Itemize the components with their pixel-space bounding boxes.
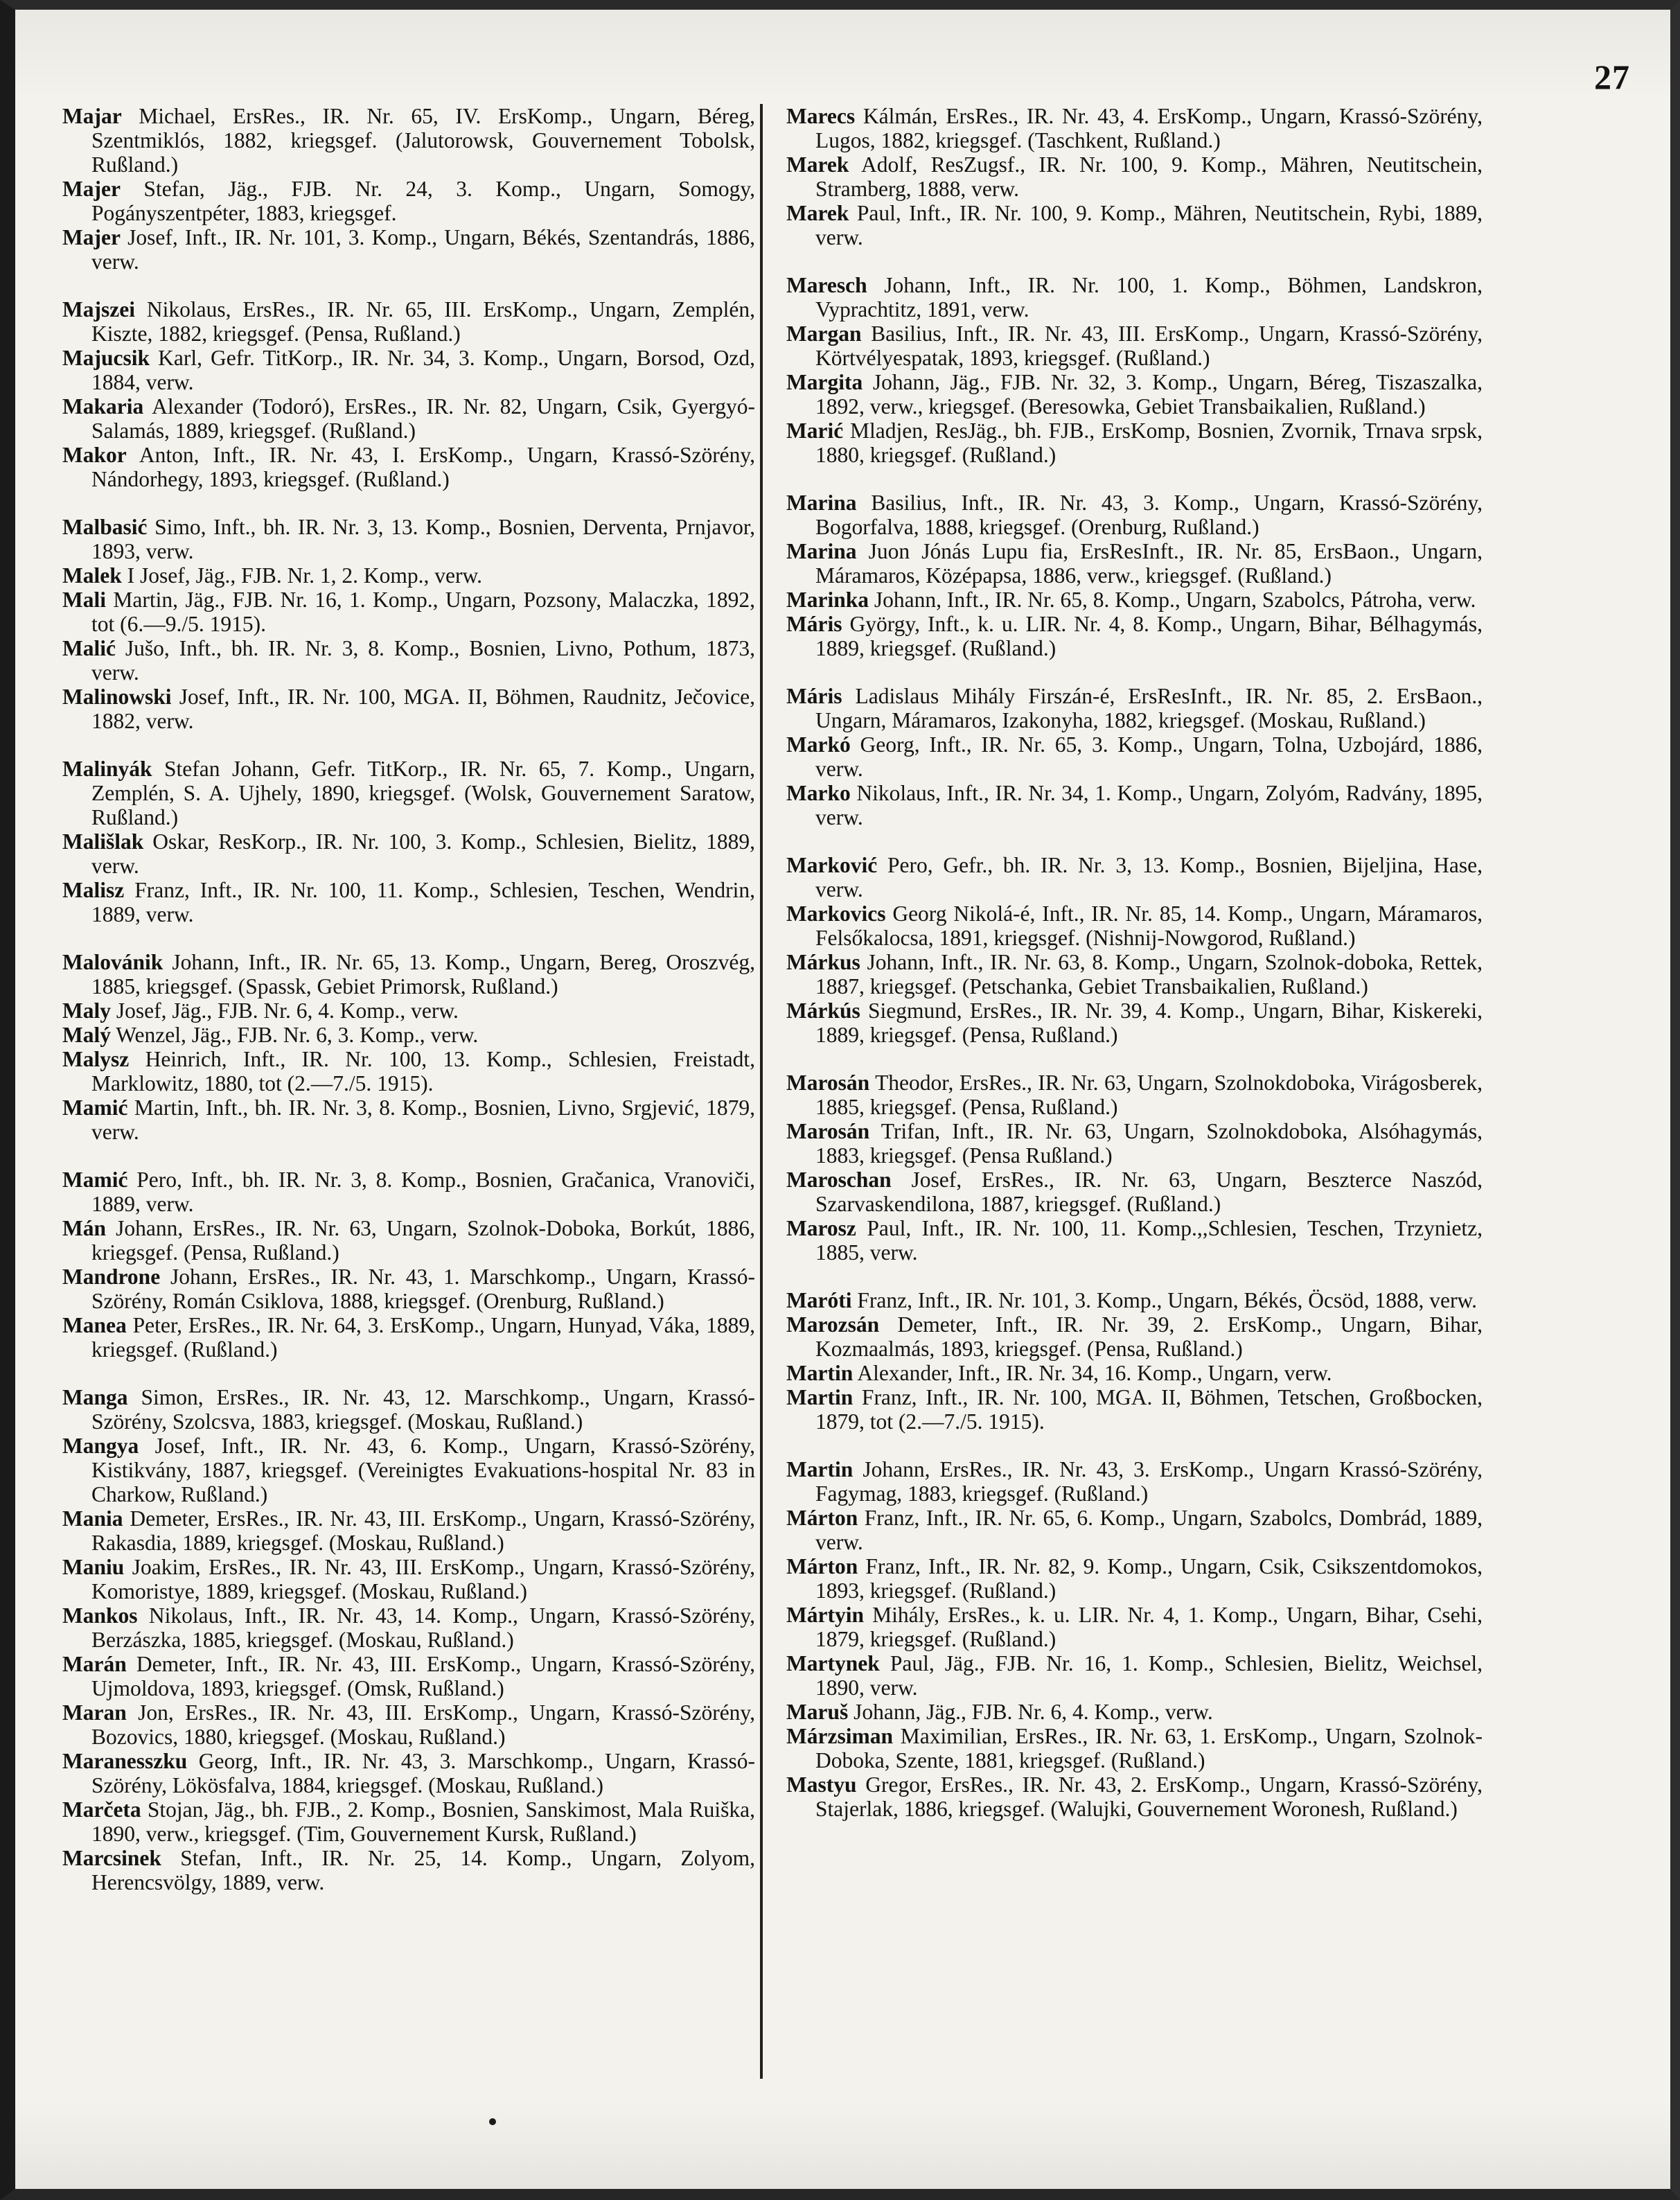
list-item bbox=[786, 1168, 1483, 1216]
list-item bbox=[62, 563, 755, 588]
entry-details: Georg Nikolá-é, Inft., IR. Nr. 85, 14. Komp., Ungarn, Máramaros, Felsőkalocsa, 1891, kriegsgef. (Nishnij-Nowgorod, Rußland.) bbox=[815, 901, 1483, 950]
list-item bbox=[786, 539, 1483, 588]
list-item bbox=[786, 950, 1483, 998]
entry-details: Nikolaus, Inft., IR. Nr. 43, 14. Komp., Ungarn, Krassó-Szörény, Berzászka, 1885, kriegsgef. (Moskau, Rußland.) bbox=[91, 1603, 756, 1652]
entry-details: Simon, ErsRes., IR. Nr. 43, 12. Marschkomp., Ungarn, Krassó-Szörény, Szolcsva, 1883, kriegsgef. (Moskau, Rußland.) bbox=[91, 1385, 755, 1434]
list-item bbox=[62, 998, 755, 1023]
entry-details: Adolf, ResZugsf., IR. Nr. 100, 9. Komp., Mähren, Neutitschein, Stramberg, 1888, verw. bbox=[815, 152, 1483, 201]
entry-details: Johann, Inft., IR. Nr. 100, 1. Komp., Böhmen, Landskron, Vyprachtitz, 1891, verw. bbox=[815, 273, 1483, 322]
list-item bbox=[62, 443, 755, 491]
entry-details: Stefan Johann, Gefr. TitKorp., IR. Nr. 65, 7. Komp., Ungarn, Zemplén, S. A. Ujhely, 1890, kriegsgef. (Wolsk, Gouvernement Saratow, Rußland.) bbox=[91, 757, 756, 829]
list-item bbox=[786, 152, 1483, 201]
entry-details: Peter, ErsRes., IR. Nr. 64, 3. ErsKomp., Ungarn, Hunyad, Váka, 1889, kriegsgef. (Rußland.) bbox=[91, 1313, 756, 1362]
list-item bbox=[62, 104, 755, 177]
entry-details: Martin, Jäg., FJB. Nr. 16, 1. Komp., Ungarn, Pozsony, Malaczka, 1892, tot (6.—9./5. 1915). bbox=[91, 588, 756, 636]
entry-surname: Marković bbox=[786, 853, 878, 877]
entry-details: Michael, ErsRes., IR. Nr. 65, IV. ErsKomp., Ungarn, Béreg, Szentmiklós, 1882, kriegsgef. (Jalutorowsk, Gouvernement Tobolsk, Rußland.) bbox=[91, 104, 756, 177]
entry-details: Jušo, Inft., bh. IR. Nr. 3, 8. Komp., Bosnien, Livno, Pothum, 1873, verw. bbox=[91, 636, 756, 685]
entry-surname: Marozsán bbox=[786, 1312, 880, 1337]
entry-surname: Marán bbox=[62, 1652, 127, 1676]
entry-surname: Márzsiman bbox=[786, 1724, 893, 1748]
list-item bbox=[786, 1724, 1483, 1772]
entry-details: Georg, Inft., IR. Nr. 43, 3. Marschkomp., Ungarn, Krassó-Szörény, Lökösfalva, 1884, kriegsgef. (Moskau, Rußland.) bbox=[91, 1749, 755, 1797]
list-item bbox=[62, 1168, 755, 1216]
entry-surname: Mangya bbox=[62, 1434, 139, 1458]
entry-details: Josef, ErsRes., IR. Nr. 63, Ungarn, Beszterce Naszód, Szarvaskendilona, 1887, kriegsgef. (Rußland.) bbox=[815, 1168, 1483, 1216]
list-item bbox=[786, 1119, 1483, 1168]
list-item bbox=[786, 1457, 1483, 1506]
list-item bbox=[62, 950, 755, 998]
list-item bbox=[786, 370, 1483, 419]
entry-details: Oskar, ResKorp., IR. Nr. 100, 3. Komp., Schlesien, Bielitz, 1889, verw. bbox=[91, 829, 755, 878]
entry-details: Stefan, Jäg., FJB. Nr. 24, 3. Komp., Ungarn, Somogy, Pogányszentpéter, 1883, kriegsgef. bbox=[91, 177, 756, 225]
list-item bbox=[786, 1506, 1483, 1554]
entry-surname: Mandrone bbox=[62, 1265, 161, 1289]
list-item bbox=[62, 1846, 755, 1894]
entry-details: Johann, Jäg., FJB. Nr. 6, 4. Komp., verw. bbox=[854, 1700, 1213, 1724]
entry-details: I Josef, Jäg., FJB. Nr. 1, 2. Komp., verw. bbox=[127, 563, 483, 588]
entry-details: Nikolaus, Inft., IR. Nr. 34, 1. Komp., Ungarn, Zolyóm, Radvány, 1895, verw. bbox=[815, 781, 1483, 829]
entry-surname: Martin bbox=[786, 1457, 854, 1481]
entry-surname: Máris bbox=[786, 684, 842, 708]
entry-surname: Maruš bbox=[786, 1700, 849, 1724]
entry-details: Anton, Inft., IR. Nr. 43, I. ErsKomp., Ungarn, Krassó-Szörény, Nándorhegy, 1893, kriegsgef. (Rußland.) bbox=[91, 443, 755, 491]
entry-details: Mihály, ErsRes., k. u. LIR. Nr. 4, 1. Komp., Ungarn, Bihar, Csehi, 1879, kriegsgef. (Rußland.) bbox=[815, 1603, 1483, 1651]
entry-surname: Marek bbox=[786, 201, 849, 225]
list-item bbox=[62, 1700, 755, 1749]
entry-surname: Marosz bbox=[786, 1216, 856, 1240]
entry-surname: Marek bbox=[786, 152, 849, 177]
entry-surname: Majar bbox=[62, 104, 122, 128]
entry-details: Jon, ErsRes., IR. Nr. 43, III. ErsKomp., Ungarn, Krassó-Szörény, Bozovics, 1880, kriegsgef. (Moskau, Rußland.) bbox=[91, 1700, 756, 1749]
list-item bbox=[62, 1385, 755, 1434]
list-item bbox=[786, 781, 1483, 829]
entry-surname: Márkus bbox=[786, 950, 860, 974]
entry-surname: Markovics bbox=[786, 901, 886, 926]
entry-surname: Mankos bbox=[62, 1603, 138, 1628]
entry-details: Franz, Inft., IR. Nr. 82, 9. Komp., Ungarn, Csik, Csikszentdomokos, 1893, kriegsgef. (Rußland.) bbox=[815, 1554, 1483, 1603]
entry-surname: Majer bbox=[62, 225, 121, 249]
entry-details: Josef, Inft., IR. Nr. 101, 3. Komp., Ungarn, Békés, Szentandrás, 1886, verw. bbox=[91, 225, 755, 274]
entry-surname: Mali bbox=[62, 588, 106, 612]
entry-surname: Malić bbox=[62, 636, 116, 660]
entry-surname: Malinyák bbox=[62, 757, 152, 781]
list-item bbox=[62, 757, 755, 829]
left-column bbox=[62, 104, 755, 1894]
list-item bbox=[62, 636, 755, 685]
list-item bbox=[786, 853, 1483, 901]
entry-details: Franz, Inft., IR. Nr. 101, 3. Komp., Ungarn, Békés, Öcsöd, 1888, verw. bbox=[857, 1288, 1478, 1312]
entry-surname: Martin bbox=[786, 1385, 854, 1409]
list-item bbox=[786, 612, 1483, 660]
entry-details: Joakim, ErsRes., IR. Nr. 43, III. ErsKomp., Ungarn, Krassó-Szörény, Komoristye, 1889, kriegsgef. (Moskau, Rußland.) bbox=[91, 1555, 756, 1603]
entry-details: Pero, Gefr., bh. IR. Nr. 3, 13. Komp., Bosnien, Bijeljina, Hase, verw. bbox=[815, 853, 1483, 901]
right-column bbox=[786, 104, 1483, 1821]
list-item bbox=[62, 297, 755, 346]
entry-surname: Máris bbox=[786, 612, 842, 636]
entry-details: Basilius, Inft., IR. Nr. 43, 3. Komp., Ungarn, Krassó-Szörény, Bogorfalva, 1888, kriegsgef. (Orenburg, Rußland.) bbox=[815, 491, 1483, 539]
list-item bbox=[62, 225, 755, 274]
entry-surname: Mališlak bbox=[62, 829, 144, 854]
entry-surname: Makor bbox=[62, 443, 127, 467]
entry-details: Paul, Jäg., FJB. Nr. 16, 1. Komp., Schlesien, Bielitz, Weichsel, 1890, verw. bbox=[815, 1651, 1483, 1700]
entry-surname: Majucsik bbox=[62, 346, 150, 370]
entry-details: Josef, Inft., IR. Nr. 100, MGA. II, Böhmen, Raudnitz, Ječovice, 1882, verw. bbox=[91, 685, 756, 733]
entry-surname: Maróti bbox=[786, 1288, 852, 1312]
entry-surname: Margan bbox=[786, 322, 862, 346]
list-item bbox=[62, 1265, 755, 1313]
entry-details: Stojan, Jäg., bh. FJB., 2. Komp., Bosnien, Sanskimost, Mala Ruiška, 1890, verw., kriegsgef. (Tim, Gouvernement Kursk, Rußland.) bbox=[91, 1797, 756, 1846]
entry-surname: Marosán bbox=[786, 1119, 870, 1143]
entry-details: Siegmund, ErsRes., IR. Nr. 39, 4. Komp., Ungarn, Bihar, Kiskereki, 1889, kriegsgef. (Pensa, Rußland.) bbox=[815, 998, 1483, 1047]
column-divider bbox=[760, 104, 763, 2079]
entry-details: Demeter, Inft., IR. Nr. 39, 2. ErsKomp., Ungarn, Bihar, Kozmaalmás, 1893, kriegsgef. (Pensa, Rußland.) bbox=[815, 1312, 1483, 1361]
list-item bbox=[786, 1071, 1483, 1119]
entry-details: Gregor, ErsRes., IR. Nr. 43, 2. ErsKomp., Ungarn, Krassó-Szörény, Stajerlak, 1886, kriegsgef. (Walujki, Gouvernement Woronesh, Rußland.) bbox=[815, 1772, 1483, 1821]
list-item bbox=[786, 1772, 1483, 1821]
list-item bbox=[62, 685, 755, 733]
entry-surname: Malbasić bbox=[62, 515, 148, 539]
page-number: 27 bbox=[1594, 58, 1630, 96]
entry-surname: Maroschan bbox=[786, 1168, 892, 1192]
entry-details: Paul, Inft., IR. Nr. 100, 9. Komp., Mähren, Neutitschein, Rybi, 1889, verw. bbox=[815, 201, 1483, 249]
list-item bbox=[62, 878, 755, 926]
entry-details: Johann, ErsRes., IR. Nr. 63, Ungarn, Szolnok-Doboka, Borkút, 1886, kriegsgef. (Pensa, Rußland.) bbox=[91, 1216, 756, 1265]
list-item bbox=[786, 1603, 1483, 1651]
entry-surname: Marcsinek bbox=[62, 1846, 161, 1870]
entry-surname: Maly bbox=[62, 998, 111, 1023]
list-item bbox=[62, 177, 755, 225]
entry-details: Heinrich, Inft., IR. Nr. 100, 13. Komp., Schlesien, Freistadt, Marklowitz, 1880, tot (2.—7./5. 1915). bbox=[91, 1047, 755, 1095]
entry-details: Alexander, Inft., IR. Nr. 34, 16. Komp., Ungarn, verw. bbox=[857, 1361, 1332, 1385]
list-item bbox=[786, 1216, 1483, 1265]
list-item bbox=[786, 684, 1483, 732]
entry-surname: Marinka bbox=[786, 588, 869, 612]
list-item bbox=[786, 491, 1483, 539]
entry-details: György, Inft., k. u. LIR. Nr. 4, 8. Komp., Ungarn, Bihar, Bélhagymás, 1889, kriegsgef. (Rußland.) bbox=[815, 612, 1483, 660]
entry-details: Franz, Inft., IR. Nr. 100, MGA. II, Böhmen, Tetschen, Großbocken, 1879, tot (2.—7./5. 1915). bbox=[815, 1385, 1483, 1434]
entry-details: Josef, Jäg., FJB. Nr. 6, 4. Komp., verw. bbox=[116, 998, 459, 1023]
entry-surname: Marčeta bbox=[62, 1797, 141, 1822]
list-item bbox=[62, 588, 755, 636]
entry-surname: Manea bbox=[62, 1313, 127, 1337]
entry-details: Martin, Inft., bh. IR. Nr. 3, 8. Komp., Bosnien, Livno, Srgjević, 1879, verw. bbox=[91, 1095, 755, 1144]
list-item bbox=[62, 1555, 755, 1603]
entry-details: Franz, Inft., IR. Nr. 100, 11. Komp., Schlesien, Teschen, Wendrin, 1889, verw. bbox=[91, 878, 756, 926]
list-item bbox=[786, 998, 1483, 1047]
entry-surname: Malinowski bbox=[62, 685, 172, 709]
list-item bbox=[786, 1288, 1483, 1312]
entry-details: Demeter, ErsRes., IR. Nr. 43, III. ErsKomp., Ungarn, Krassó-Szörény, Rakasdia, 1889, kriegsgef. (Moskau, Rußland.) bbox=[91, 1506, 755, 1555]
entry-details: Johann, Inft., IR. Nr. 65, 13. Komp., Ungarn, Bereg, Oroszvég, 1885, kriegsgef. (Spassk, Gebiet Primorsk, Rußland.) bbox=[91, 950, 755, 998]
entry-surname: Margita bbox=[786, 370, 863, 394]
entry-surname: Márton bbox=[786, 1554, 858, 1578]
entry-surname: Marosán bbox=[786, 1071, 870, 1095]
entry-surname: Marina bbox=[786, 491, 857, 515]
list-item bbox=[786, 1361, 1483, 1385]
entry-details: Stefan, Inft., IR. Nr. 25, 14. Komp., Ungarn, Zolyom, Herencsvölgy, 1889, verw. bbox=[91, 1846, 756, 1894]
entry-surname: Maniu bbox=[62, 1555, 125, 1579]
list-item bbox=[62, 1434, 755, 1506]
entry-surname: Marina bbox=[786, 539, 857, 563]
list-item bbox=[62, 1749, 755, 1797]
entry-surname: Malysz bbox=[62, 1047, 130, 1071]
entry-details: Ladislaus Mihály Firszán-é, ErsResInft., IR. Nr. 85, 2. ErsBaon., Ungarn, Máramaros, Izakonyha, 1882, kriegsgef. (Moskau, Rußland.) bbox=[815, 684, 1483, 732]
entry-details: Juon Jónás Lupu fia, ErsResInft., IR. Nr. 85, ErsBaon., Ungarn, Máramaros, Középapsa, 1886, verw., kriegsgef. (Rußland.) bbox=[815, 539, 1483, 588]
entry-surname: Mamić bbox=[62, 1095, 128, 1120]
list-item bbox=[786, 1554, 1483, 1603]
list-item bbox=[786, 322, 1483, 370]
list-item bbox=[786, 901, 1483, 950]
entry-details: Pero, Inft., bh. IR. Nr. 3, 8. Komp., Bosnien, Gračanica, Vranoviči, 1889, verw. bbox=[91, 1168, 756, 1216]
entry-details: Franz, Inft., IR. Nr. 65, 6. Komp., Ungarn, Szabolcs, Dombrád, 1889, verw. bbox=[815, 1506, 1483, 1554]
entry-surname: Malý bbox=[62, 1023, 111, 1047]
list-item bbox=[62, 1216, 755, 1265]
entry-details: Johann, ErsRes., IR. Nr. 43, 1. Marschkomp., Ungarn, Krassó-Szörény, Román Csiklova, 1888, kriegsgef. (Orenburg, Rußland.) bbox=[91, 1265, 755, 1313]
entry-surname: Marecs bbox=[786, 104, 856, 128]
entry-surname: Mania bbox=[62, 1506, 123, 1531]
entry-surname: Mán bbox=[62, 1216, 106, 1240]
entry-surname: Maresch bbox=[786, 273, 867, 297]
list-item bbox=[62, 829, 755, 878]
bottom-dot bbox=[489, 2118, 496, 2125]
entry-details: Nikolaus, ErsRes., IR. Nr. 65, III. ErsKomp., Ungarn, Zemplén, Kiszte, 1882, kriegsgef. (Pensa, Rußland.) bbox=[91, 297, 755, 346]
list-item bbox=[786, 1385, 1483, 1434]
entry-surname: Marić bbox=[786, 419, 844, 443]
entry-surname: Malek bbox=[62, 563, 122, 588]
list-item bbox=[62, 394, 755, 443]
list-item bbox=[786, 273, 1483, 322]
entry-surname: Malovánik bbox=[62, 950, 163, 974]
entry-surname: Majszei bbox=[62, 297, 135, 322]
list-item bbox=[786, 419, 1483, 467]
entry-surname: Makaria bbox=[62, 394, 144, 419]
list-item bbox=[62, 346, 755, 394]
list-item bbox=[62, 1506, 755, 1555]
list-item bbox=[62, 1797, 755, 1846]
list-item bbox=[786, 588, 1483, 612]
entry-details: Johann, Inft., IR. Nr. 63, 8. Komp., Ungarn, Szolnok-doboka, Rettek, 1887, kriegsgef. (Petschanka, Gebiet Transbaikalien, Rußland.) bbox=[815, 950, 1483, 998]
entry-surname: Martynek bbox=[786, 1651, 880, 1675]
entry-surname: Márton bbox=[786, 1506, 858, 1530]
list-item bbox=[62, 1313, 755, 1362]
entry-details: Josef, Inft., IR. Nr. 43, 6. Komp., Ungarn, Krassó-Szörény, Kistikvány, 1887, kriegsgef. (Vereinigtes Evakuations-hospital Nr. 83 in Charkow, Rußland.) bbox=[91, 1434, 756, 1506]
list-item bbox=[786, 104, 1483, 152]
entry-details: Johann, Jäg., FJB. Nr. 32, 3. Komp., Ungarn, Béreg, Tiszaszalka, 1892, verw., kriegsgef. (Beresowka, Gebiet Transbaikalien, Rußland.) bbox=[815, 370, 1483, 419]
list-item bbox=[62, 515, 755, 563]
entry-surname: Márkús bbox=[786, 998, 860, 1023]
list-item bbox=[62, 1047, 755, 1095]
entry-surname: Mastyu bbox=[786, 1772, 857, 1797]
entry-surname: Markó bbox=[786, 732, 851, 757]
entry-details: Simo, Inft., bh. IR. Nr. 3, 13. Komp., Bosnien, Derventa, Prnjavor, 1893, verw. bbox=[91, 515, 755, 563]
entry-details: Alexander (Todoró), ErsRes., IR. Nr. 82, Ungarn, Csik, Gyergyó-Salamás, 1889, kriegsgef. (Rußland.) bbox=[91, 394, 755, 443]
entry-surname: Maran bbox=[62, 1700, 127, 1725]
entry-surname: Majer bbox=[62, 177, 121, 201]
entry-surname: Mamić bbox=[62, 1168, 128, 1192]
list-item bbox=[62, 1652, 755, 1700]
list-item bbox=[786, 201, 1483, 249]
entry-details: Theodor, ErsRes., IR. Nr. 63, Ungarn, Szolnokdoboka, Virágosberek, 1885, kriegsgef. (Pensa, Rußland.) bbox=[815, 1071, 1483, 1119]
entry-details: Basilius, Inft., IR. Nr. 43, III. ErsKomp., Ungarn, Krassó-Szörény, Körtvélyespatak, 1893, kriegsgef. (Rußland.) bbox=[815, 322, 1483, 370]
entry-details: Trifan, Inft., IR. Nr. 63, Ungarn, Szolnokdoboka, Alsóhagymás, 1883, kriegsgef. (Pensa Rußland.) bbox=[815, 1119, 1483, 1168]
entry-details: Johann, Inft., IR. Nr. 65, 8. Komp., Ungarn, Szabolcs, Pátroha, verw. bbox=[874, 588, 1476, 612]
entry-details: Wenzel, Jäg., FJB. Nr. 6, 3. Komp., verw. bbox=[116, 1023, 479, 1047]
entry-details: Paul, Inft., IR. Nr. 100, 11. Komp.,,Schlesien, Teschen, Trzynietz, 1885, verw. bbox=[815, 1216, 1483, 1265]
entry-surname: Malisz bbox=[62, 878, 125, 902]
entry-details: Demeter, Inft., IR. Nr. 43, III. ErsKomp., Ungarn, Krassó-Szörény, Ujmoldova, 1893, kriegsgef. (Omsk, Rußland.) bbox=[91, 1652, 755, 1700]
entry-details: Johann, ErsRes., IR. Nr. 43, 3. ErsKomp., Ungarn Krassó-Szörény, Fagymag, 1883, kriegsgef. (Rußland.) bbox=[815, 1457, 1483, 1506]
entry-details: Georg, Inft., IR. Nr. 65, 3. Komp., Ungarn, Tolna, Uzbojárd, 1886, verw. bbox=[815, 732, 1483, 781]
list-item bbox=[786, 1312, 1483, 1361]
list-item bbox=[62, 1095, 755, 1144]
entry-details: Karl, Gefr. TitKorp., IR. Nr. 34, 3. Komp., Ungarn, Borsod, Ozd, 1884, verw. bbox=[91, 346, 755, 394]
entry-surname: Maranesszku bbox=[62, 1749, 188, 1773]
list-item bbox=[786, 732, 1483, 781]
list-item bbox=[786, 1700, 1483, 1724]
list-item bbox=[786, 1651, 1483, 1700]
entry-surname: Manga bbox=[62, 1385, 128, 1409]
entry-details: Mladjen, ResJäg., bh. FJB., ErsKomp, Bosnien, Zvornik, Trnava srpsk, 1880, kriegsgef. (Rußland.) bbox=[815, 419, 1483, 467]
entry-details: Maximilian, ErsRes., IR. Nr. 63, 1. ErsKomp., Ungarn, Szolnok-Doboka, Szente, 1881, kriegsgef. (Rußland.) bbox=[815, 1724, 1483, 1772]
list-item bbox=[62, 1603, 755, 1652]
entry-surname: Marko bbox=[786, 781, 851, 805]
entry-surname: Mártyin bbox=[786, 1603, 864, 1627]
entry-details: Kálmán, ErsRes., IR. Nr. 43, 4. ErsKomp., Ungarn, Krassó-Szörény, Lugos, 1882, kriegsgef. (Taschkent, Rußland.) bbox=[815, 104, 1483, 152]
list-item bbox=[62, 1023, 755, 1047]
entry-surname: Martin bbox=[786, 1361, 854, 1385]
